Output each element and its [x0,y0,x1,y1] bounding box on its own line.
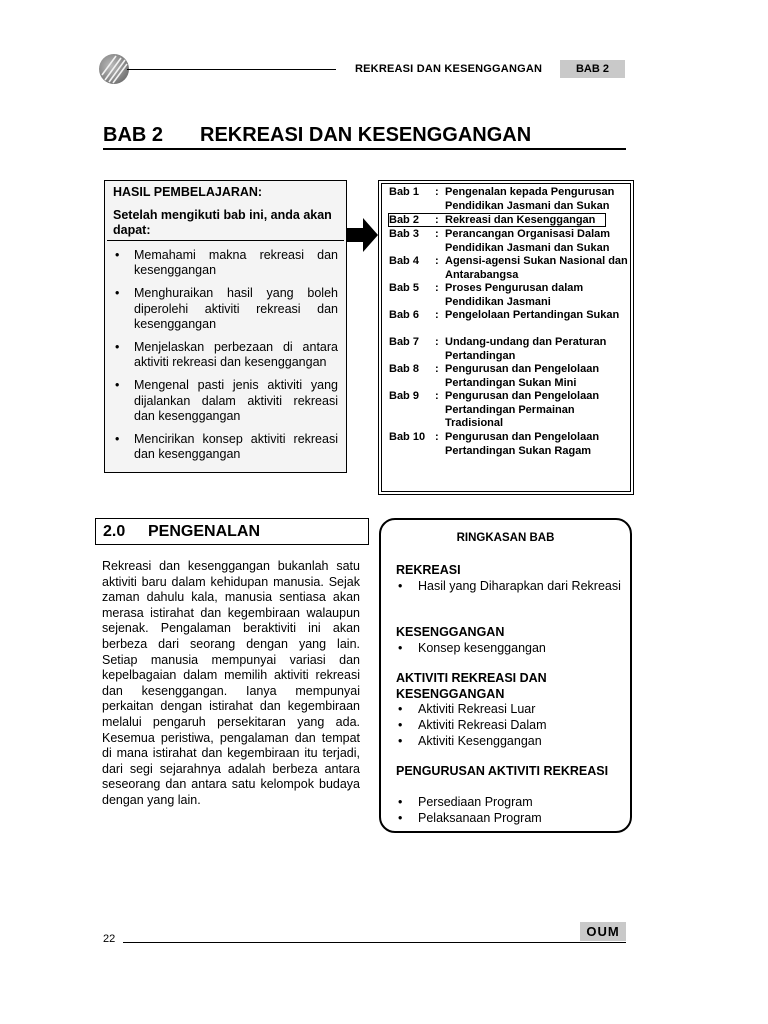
chapter-number: BAB 2 [103,124,164,146]
summary-section-list [396,579,621,595]
chapter-row-colon: : [435,390,439,402]
chapter-row-colon: : [435,282,439,294]
chapter-row-title: Pengurusan dan Pengelolaan Pertandingan Sukan Mini [445,363,600,389]
chapter-row-colon: : [435,431,439,443]
chapter-row-number: Bab 10 [389,431,426,443]
chapter-summary-box [379,518,632,833]
chapter-list-box [378,180,634,495]
chapter-row-colon: : [435,228,439,240]
page-number: 22 [103,933,116,945]
section-heading-box [95,518,369,545]
learning-outcomes-heading: HASIL PEMBELAJARAN: [113,185,263,199]
header-rule [127,69,336,70]
chapter-row-colon: : [435,363,439,375]
section-number: 2.0 [103,523,126,540]
chapter-row-number: Bab 4 [389,255,419,267]
summary-section-list [396,641,621,657]
summary-section-title: AKTIVITI REKREASI DAN KESENGGANGAN [396,671,547,701]
list-item: • Persediaan Program [396,795,621,811]
learning-outcomes-intro: Setelah mengikuti bab ini, anda akan dapat: [113,208,332,237]
running-title: REKREASI DAN KESENGGANGAN [355,63,543,75]
chapter-row-colon: : [435,186,439,198]
chapter-row-number: Bab 9 [389,390,419,402]
arrow-right-icon [347,218,379,257]
chapter-row-title: Undang-undang dan Peraturan Pertandingan [445,336,607,362]
page-title: REKREASI DAN KESENGGANGAN [200,124,532,146]
chapter-row-colon: : [435,255,439,267]
chapter-row-number: Bab 3 [389,228,419,240]
list-item: • Aktiviti Rekreasi Luar [396,702,621,718]
chapter-row-title: Agensi-agensi Sukan Nasional dan Antarabangsa [445,255,628,281]
chapter-row-colon: : [435,214,439,226]
learning-outcomes-box [104,180,347,473]
summary-section-list [396,795,621,827]
list-item: • Memahami makna rekreasi dan kesenggangan [105,248,348,279]
summary-section-title: PENGURUSAN AKTIVITI REKREASI [396,764,609,778]
chapter-row-number: Bab 6 [389,309,419,321]
chapter-row-number: Bab 8 [389,363,419,375]
summary-section-list [396,702,621,750]
list-item: • Aktiviti Kesenggangan [396,734,621,750]
oum-logo-icon [99,54,129,84]
chapter-row-number: Bab 1 [389,186,419,198]
learning-outcomes-list [105,248,348,470]
chapter-row-number: Bab 5 [389,282,419,294]
list-item: • Mengenal pasti jenis aktiviti yang dijalankan dalam aktiviti rekreasi dan kesenggangan [105,378,348,424]
summary-heading: RINGKASAN BAB [456,532,555,544]
chapter-row-colon: : [435,309,439,321]
list-item: • Hasil yang Diharapkan dari Rekreasi [396,579,621,595]
list-item: • Menjelaskan perbezaan di antara aktiviti rekreasi dan kesenggangan [105,340,348,371]
list-item: • Konsep kesenggangan [396,641,621,657]
footer-rule [123,942,626,943]
chapter-tag: BAB 2 [560,60,625,78]
chapter-row-title: Pengelolaan Pertandingan Sukan [445,309,620,321]
chapter-row-title: Rekreasi dan Kesenggangan [445,214,596,226]
chapter-row-colon: : [435,336,439,348]
chapter-row-title: Pengurusan dan Pengelolaan Pertandingan Permainan Tradisional [445,390,600,429]
list-item: • Menghuraikan hasil yang boleh diperolehi aktiviti rekreasi dan kesenggangan [105,286,348,332]
title-rule [103,148,626,150]
chapter-row-number: Bab 2 [389,214,419,226]
publisher-logo: OUM [580,922,626,941]
learning-outcomes-rule [107,240,344,241]
chapter-row-title: Pengurusan dan Pengelolaan Pertandingan Sukan Ragam [445,431,600,457]
list-item: • Aktiviti Rekreasi Dalam [396,718,621,734]
chapter-row-title: Perancangan Organisasi Dalam Pendidikan Jasmani dan Sukan [445,228,611,254]
chapter-row-title: Pengenalan kepada Pengurusan Pendidikan Jasmani dan Sukan [445,186,615,212]
summary-section-title: REKREASI [396,563,461,577]
section-title: PENGENALAN [148,523,261,540]
chapter-row-number: Bab 7 [389,336,419,348]
chapter-list-inner [381,183,631,492]
summary-section-title: KESENGGANGAN [396,625,505,639]
chapter-row-title: Proses Pengurusan dalam Pendidikan Jasmani [445,282,584,308]
section-body-paragraph: Rekreasi dan kesenggangan bukanlah satu aktiviti baru dalam kehidupan manusia. Sejak zaman dahulu kala, manusia sentiasa akan merasa istirahat dan kegembiraan walaupun sejenak. Pengalaman beraktiviti ini akan berbeza dari seorang dengan yang lain. Setiap manusia mempunyai variasi dan kepelbagaian dalam memilih aktiviti rekreasi dan kesenggangan. Ianya mempunyai perkaitan dengan istirahat dan kegembiraan melalui pengaruh persekitaran yang ada. Kesemua peristiwa, pengalaman dan tempat di mana istirahat dan kegembiraan itu terjadi, dari segi sejarahnya adalah berbeza antara seseorang dan antara satu kelompok budaya dengan yang lain. [102,559,360,807]
list-item: • Mencirikan konsep aktiviti rekreasi dan kesenggangan [105,432,348,463]
list-item: • Pelaksanaan Program [396,811,621,827]
